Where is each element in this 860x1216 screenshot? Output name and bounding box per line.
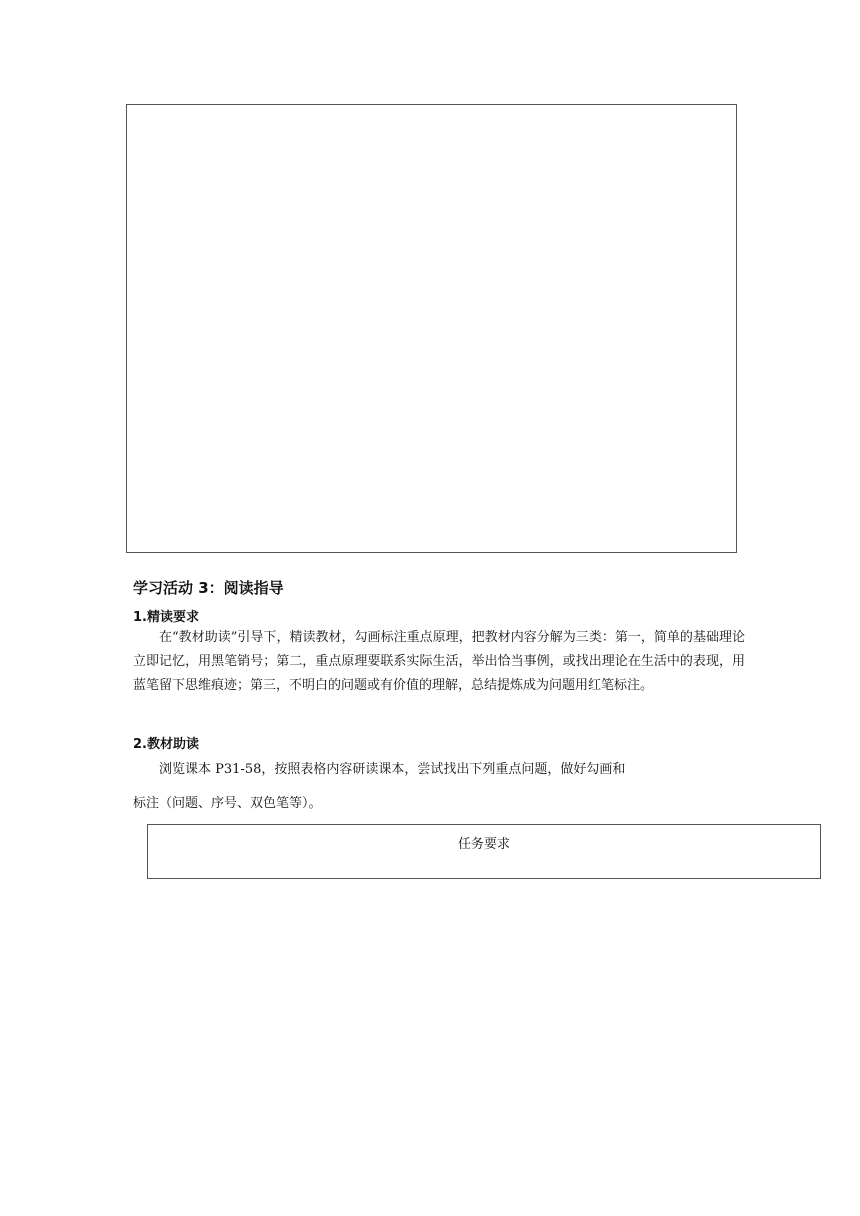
task-requirements-header: 任务要求 <box>457 837 510 852</box>
reading-requirements-paragraph: 在“教材助读”引导下，精读教材，勾画标注重点原理，把教材内容分解为三类：第一，简单的基础理论立即记忆，用黑笔销号；第二，重点原理要联系实际生活，举出恰当事例，或找出理论在生活中的表现，用蓝笔留下思维痕迹；第三，不明白的问题或有价值的理解，总结提炼成为问题用红笔标注。 <box>133 630 745 693</box>
task-requirements-table <box>147 824 821 879</box>
blank-answer-box <box>126 104 737 553</box>
textbook-guide-line-1: 浏览课本 P31-58，按照表格内容研读课本，尝试找出下列重点问题，做好勾画和 <box>159 762 626 777</box>
reading-requirements-heading: 1.精读要求 <box>133 610 199 625</box>
textbook-guide-heading: 2.教材助读 <box>133 737 199 752</box>
activity-heading: 学习活动 3：阅读指导 <box>133 579 284 597</box>
textbook-guide-line-2: 标注（问题、序号、双色笔等）。 <box>133 796 322 811</box>
